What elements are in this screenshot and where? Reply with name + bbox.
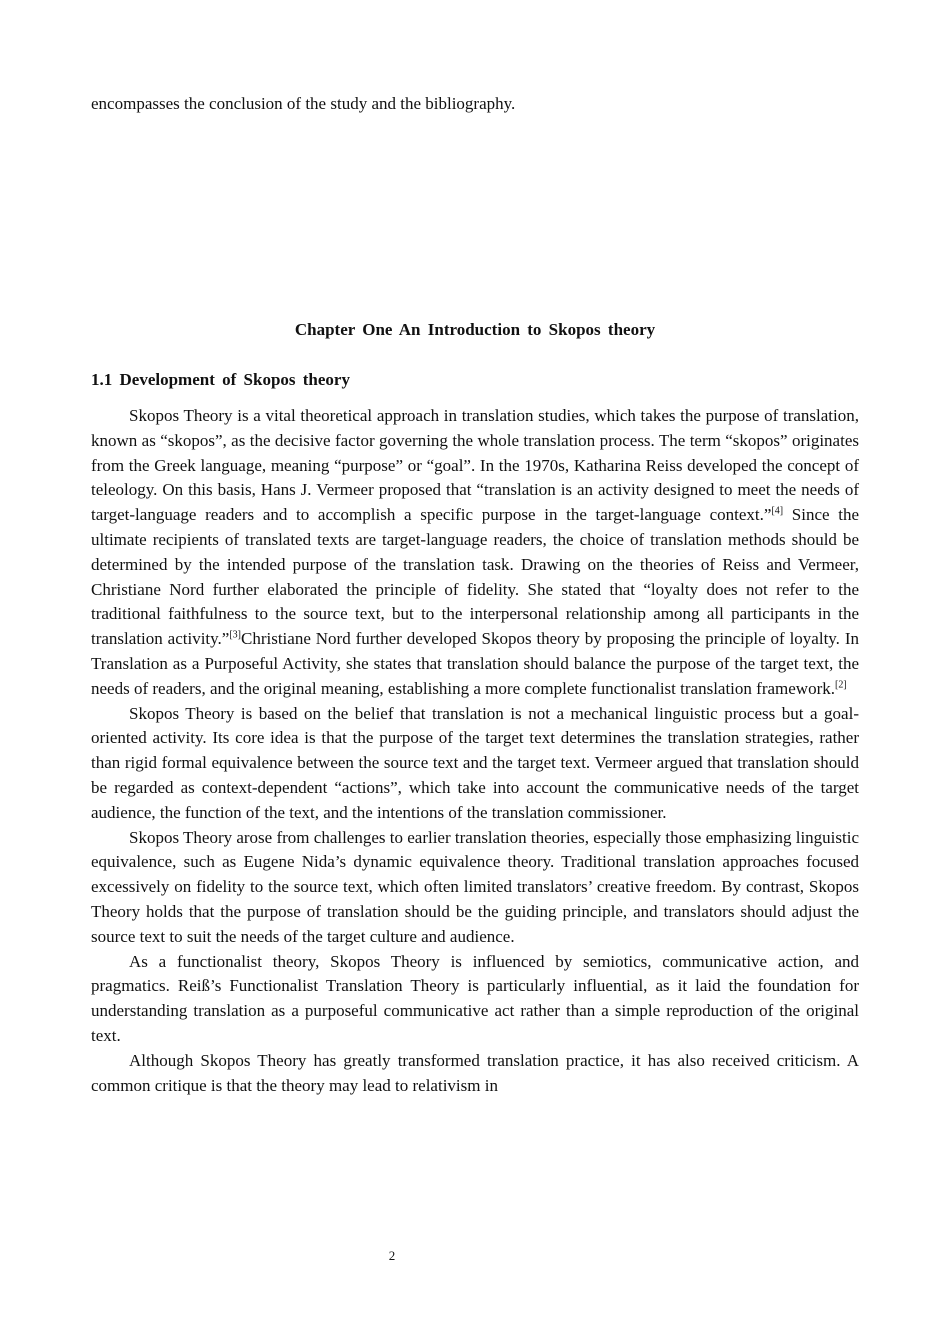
body-text — [91, 404, 859, 1098]
paragraph: Skopos Theory is based on the belief that translation is not a mechanical linguistic process but a goal-oriented activity. Its core idea is that the purpose of the target text determines the translation strategies, rather than rigid formal equivalence between the source text and the target text. Vermeer argued that translation should be regarded as context-dependent “actions”, which take into account the communicative needs of the target audience, the function of the text, and the intentions of the translation commissioner. — [91, 703, 859, 822]
citation-ref: [4] — [771, 505, 784, 517]
paragraph: Skopos Theory arose from challenges to earlier translation theories, especially those emphasizing linguistic equivalence, such as Eugene Nida’s dynamic equivalence theory. Traditional translation approaches focused excessively on fidelity to the source text, which often limited translators’ creative freedom. By contrast, Skopos Theory holds that the purpose of translation should be the guiding principle, and translators should adjust the source text to suit the needs of the target culture and audience. — [91, 827, 860, 946]
paragraph: Although Skopos Theory has greatly transformed translation practice, it has also received criticism. A common critique is that the theory may lead to relativism in — [91, 1050, 859, 1095]
carryover-paragraph: encompasses the conclusion of the study and the bibliography. — [91, 94, 516, 113]
chapter-heading: Chapter One An Introduction to Skopos theory — [294, 320, 656, 339]
page-number: 2 — [388, 1248, 396, 1263]
citation-ref: [2] — [834, 679, 847, 691]
citation-ref: [3] — [229, 629, 241, 641]
paragraph-text: Christiane Nord further developed Skopos theory by proposing the principle of loyalty. In Translation as a Purposeful Activity, she states that translation should balance the purpose of the target text, the needs of readers, and the original meaning, establishing a more complete functionalist translation framework. — [91, 629, 859, 698]
paragraph-text: Skopos Theory is a vital theoretical approach in translation studies, which takes the purpose of translation, known as “skopos”, as the decisive factor governing the whole translation process. The term “skopos” originates from the Greek language, meaning “purpose” or “goal”. In the 1970s, Katharina Reiss developed the concept of teleology. On this basis, Hans J. Vermeer proposed that “translation is an activity designed to meet the needs of target-language readers and to accomplish a specific purpose in the target-language context.” — [91, 406, 859, 525]
paragraph: As a functionalist theory, Skopos Theory is influenced by semiotics, communicative action, and pragmatics. Reiß’s Functionalist Translation Theory is particularly influential, as it laid the foundation for understanding translation as a purposeful communicative act rather than a simple reproduction of the original text. — [91, 951, 859, 1045]
paragraph — [91, 404, 859, 702]
paragraph-text: Since the ultimate recipients of translated texts are target-language readers, the choice of translation methods should be determined by the intended purpose of the translation task. Drawing on the theories of Reiss and Vermeer, Christiane Nord further elaborated the principle of fidelity. She stated that “loyalty does not refer to the traditional faithfulness to the source text, but to the interpersonal relationship among all participants in the translation activity.” — [91, 505, 859, 649]
section-heading: 1.1 Development of Skopos theory — [91, 370, 350, 389]
